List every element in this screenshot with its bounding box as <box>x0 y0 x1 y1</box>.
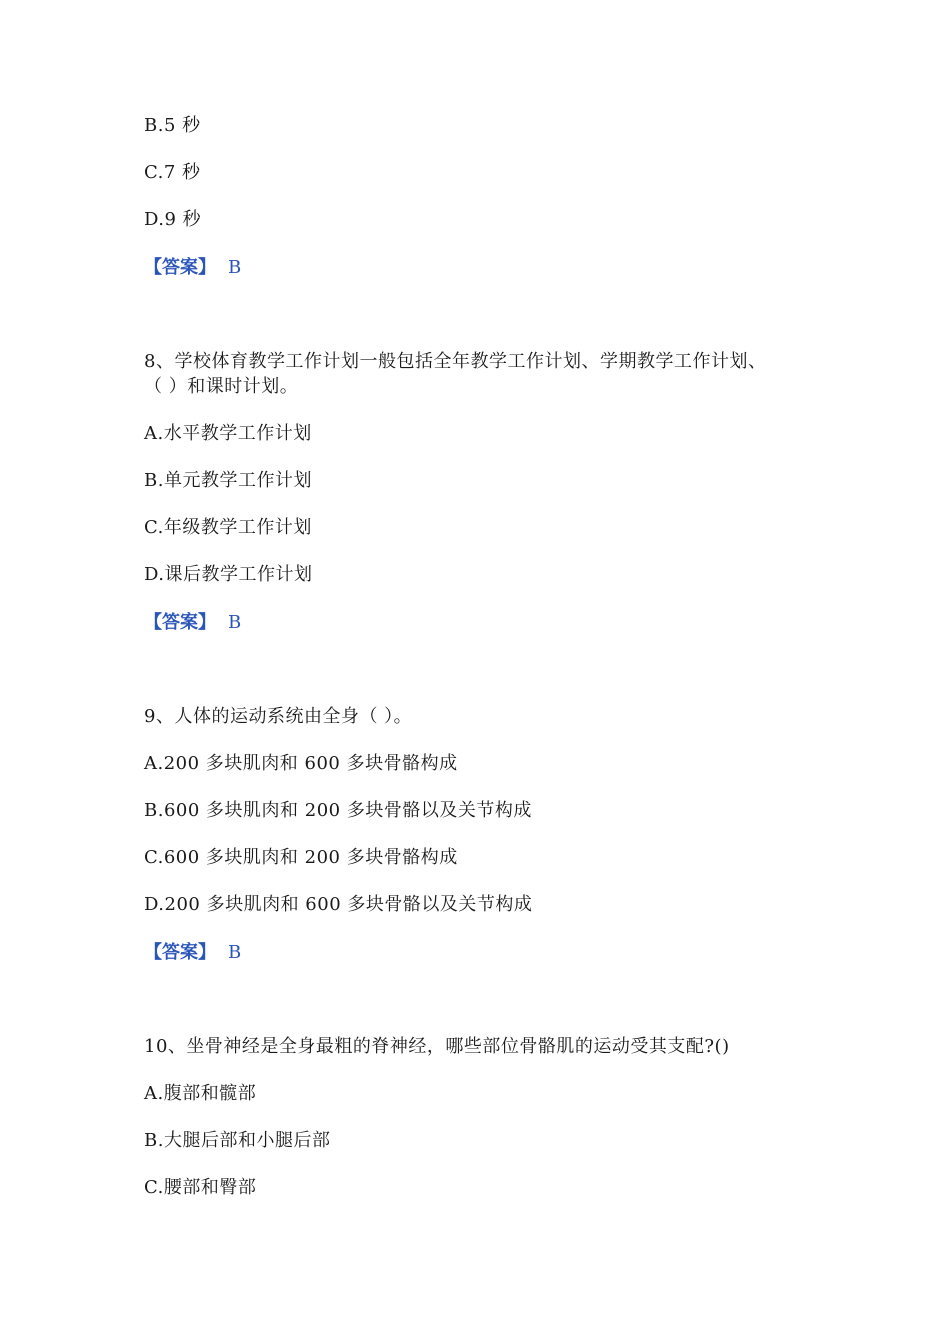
answer-value: B <box>228 942 242 963</box>
q10-option-c: C.腰部和臀部 <box>144 1177 257 1198</box>
q10-stem: 10、坐骨神经是全身最粗的脊神经，哪些部位骨骼肌的运动受其支配?() <box>144 1036 730 1057</box>
q8-option-a: A.水平教学工作计划 <box>144 423 312 444</box>
q9-answer <box>144 941 241 965</box>
q9-option-b: B.600 多块肌肉和 200 多块骨骼以及关节构成 <box>144 800 532 821</box>
answer-label: 【答案】 <box>144 942 216 963</box>
answer-value: B <box>228 612 242 633</box>
option-b-prev: B.5 秒 <box>144 115 201 136</box>
q8-answer <box>144 611 241 635</box>
q8-stem-line1: 8、学校体育教学工作计划一般包括全年教学工作计划、学期教学工作计划、 <box>144 351 767 372</box>
q10-option-a: A.腹部和髋部 <box>144 1083 257 1104</box>
q9-option-c: C.600 多块肌肉和 200 多块骨骼构成 <box>144 847 458 868</box>
option-d-prev: D.9 秒 <box>144 209 202 230</box>
option-c-prev: C.7 秒 <box>144 162 201 183</box>
q9-option-d: D.200 多块肌肉和 600 多块骨骼以及关节构成 <box>144 894 533 915</box>
q8-option-c: C.年级教学工作计划 <box>144 517 312 538</box>
answer-value: B <box>228 257 242 278</box>
answer-label: 【答案】 <box>144 257 216 278</box>
q8-option-b: B.单元教学工作计划 <box>144 470 312 491</box>
answer-label: 【答案】 <box>144 612 216 633</box>
answer-prev <box>144 256 241 280</box>
q8-stem-line2: （ ）和课时计划。 <box>144 376 299 397</box>
q9-option-a: A.200 多块肌肉和 600 多块骨骼构成 <box>144 753 458 774</box>
q9-stem: 9、人体的运动系统由全身（ ）。 <box>144 706 413 727</box>
q10-option-b: B.大腿后部和小腿后部 <box>144 1130 331 1151</box>
q8-option-d: D.课后教学工作计划 <box>144 564 313 585</box>
